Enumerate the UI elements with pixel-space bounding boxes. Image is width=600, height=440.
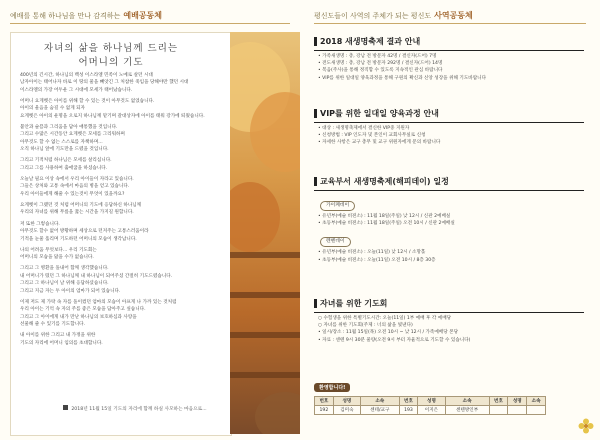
- table-header-cell: 성명: [418, 397, 445, 406]
- right-header-rule: [314, 23, 586, 24]
- table-row: [315, 406, 546, 415]
- table-cell: 김미숙: [333, 406, 360, 415]
- flower-icon: [578, 418, 594, 434]
- group-label-pill: 가이페데이: [320, 201, 355, 211]
- section-education-schedule: [314, 176, 584, 264]
- list-item: • 복음(주사)을 통해 정직함 수 있도록 지속적인 관심 바랍니다: [318, 68, 443, 74]
- welcome-badge: 환영합니다!: [314, 383, 350, 392]
- poem-paragraph: 이제 저도 제 가락 속 자를 돌이켰던 엄마의 모습이 아프게 나 가까 있는 것처럼 우리 아이는 기억 속 자의 주를 좋은 모습을 담아주고 싶습니다. 그리고 그 아이에게 내가 만난 하나님의 보호하심과 사랑을 선물해 줄 수 있기를 기도합니다.: [20, 299, 177, 327]
- table-cell: 센테/교구: [360, 406, 399, 415]
- table-header-cell: 소속: [527, 397, 546, 406]
- footer-square-icon: [63, 405, 68, 410]
- poem-paragraph: 400년의 긴시간, 하나님의 백성 이스라엘 민족이 노예로 살던 시대 남자아이는 태어나자 바로 이 땅의 물을 빼앗긴 그 처참한 죽임을 당해야만 했던 시대 이스라엘의 가장 어두운 그 시대에 모세가 태어났습니다.: [20, 73, 189, 93]
- table-cell: 192: [315, 406, 334, 415]
- section-children-prayer: [314, 298, 584, 344]
- table-cell: [489, 406, 508, 415]
- section-vip-course: [314, 108, 584, 147]
- right-header-title: 사역공동체: [434, 11, 473, 20]
- poem-paragraph: 오늘날 필요 이상 속에서 우리 아이들이 자라고 있습니다. 그들은 상처와 고통 속에서 마음의 병을 얻고 있습니다. 우리 아이들에게 해줄 수 있는것이 무엇이 있을까요?: [20, 177, 134, 197]
- left-header-prefix: 예배를 통해 하나님을 만나 감격하는: [10, 12, 121, 20]
- left-header-title: 예배공동체: [123, 11, 162, 20]
- poem-paragraph: 저 또한 그렇습니다. 아무것도 할수 없어 방황하며 세상으로 던져주는 고통스러움이라 기적을 눈물 흘리며 기도하던 어머니의 모습이 생각납니다.: [20, 221, 149, 242]
- table-header-cell: 번호: [315, 397, 334, 406]
- table-header-cell: 소속: [360, 397, 399, 406]
- table-cell: 이지은: [418, 406, 445, 415]
- poem-paragraph: 그리고 그 병환을 돌내어 함께 생각했습니다. 내 어머니가 떴던 그 하나님께 내 하나님이 되어주셨 간절히 기도드렸습니다. 그리고 그 하나님이 날 위해 응답하셨습니다. 그리고 지금 자는 두 아이의 엄마가 되어 있습니다.: [20, 266, 173, 294]
- table-header-cell: 번호: [489, 397, 508, 406]
- table-header-cell: 성명: [333, 397, 360, 406]
- section-title: 2018 새생명축제 결과 안내: [320, 37, 421, 46]
- welcome-header-row: [315, 397, 546, 406]
- right-header-prefix: 평신도들이 사역의 주체가 되는 평신도: [314, 12, 432, 20]
- section-marker-icon: [314, 37, 317, 46]
- section-title: VIP를 위한 일대일 양육과정 안내: [320, 109, 439, 118]
- section-marker-icon: [314, 177, 317, 186]
- list-item: • 신청방법 : VIP 인도자 및 본인이 교회사무실로 신청: [318, 133, 426, 139]
- poem-paragraph: 내 아이를 위한 그리고 내 가정을 위한 기도의 자리에 어머니 임의를 초대합니다.: [20, 333, 103, 346]
- table-cell: [527, 406, 546, 415]
- list-item: • 초등부(예슬 비젼소) : 11월 18일(주일) 오전 10시 / 신관 2예배실: [318, 221, 455, 227]
- list-item: • 일시/장소 : 11월 15일(목) 오전 10시 ~ 낮 12시 / 가족예배당 본당: [318, 330, 459, 336]
- list-item: • 자료 : 센텐 9시 30분 물량(오전 9시 부터 자율적으로 기도할 수 있습니다): [318, 337, 471, 343]
- list-item: • VIP를 위한 일대일 양육과정을 통해 구원의 확신과 신앙 성장을 위해 기도바랍니다: [318, 75, 487, 81]
- poem-title-line2: 어머니의 기도: [78, 57, 144, 68]
- list-item: • 유년부(예슬 비젼소) : 11월 18일(주일) 낮 12시 / 신관 2예배실: [318, 214, 451, 219]
- table-header-cell: 소속: [445, 397, 489, 406]
- poem-footer: [40, 405, 230, 412]
- right-header: [314, 10, 473, 21]
- table-cell: 센텐방인부: [445, 406, 489, 415]
- poem-paragraph: 나의 어려움 무엇보다... 우리 기도회는 어머니의 모습을 닮을 수가 없습니다.: [20, 247, 97, 261]
- welcome-table: [314, 396, 546, 415]
- list-item: • 대상 : 새생명축제에서 결신한 VIP중 지원자: [318, 126, 410, 131]
- poem-paragraph: 불안과 슬픔과 그리움을 담아 애통했을 것입니다. 그리고 수많은 시간동안 요게벳은 모세를 그리워하며 아무것도 할 수 없는 스스로를 자책하며... 오직 하나님 앞에 기도만을 드렸을 것입니다.: [20, 125, 125, 153]
- section-title: 자녀를 위한 기도회: [320, 299, 388, 308]
- list-item: • 가족새생명 : 총, 강남 전 방문자 42명 / 결신자(드어) 7명: [318, 54, 437, 59]
- list-item: ○ 수험생을 위한 특별기도시간: 오늘(11일) 1부 예배 후 각 예배당: [318, 316, 452, 321]
- poem-paragraph: 요게벳이 그랬던 것 처럼 어머니의 기도에 응답하신 하나님께 우리의 자녀를 위해 무릎을 꿇는 시간을 가지길 원합니다.: [20, 203, 142, 216]
- table-cell: [508, 406, 527, 415]
- list-item: • 자세한 사항은 교구 총무 및 교구 위원자에게 문의 바랍니다: [318, 140, 441, 146]
- list-item: • 초등부(예슬 비젼소) : 오늘(11일) 오전 10시 / 8층 30층: [318, 257, 436, 263]
- group-label-pill: 렌헨데이: [320, 237, 351, 247]
- poem-title-line1: 자녀의 삶을 하나님께 드리는: [43, 43, 179, 54]
- poem-paragraph: 어머니 요게벳은 아이를 위해 할 수 있는 것이 아무것도 없었습니다. 아이의 울음을 숨길 수 없게 되자 요게벳은 아이의 운명을 오로지 하나님께 맡기며 갈대상자에 아이를 태워 강가에 띄웠습니다.: [20, 99, 205, 119]
- poem-body: [20, 72, 220, 351]
- list-item: • 유년부(예슬 비젼소) : 오늘(11일) 낮 12시 / 소망홀: [318, 250, 426, 256]
- poem-paragraph: 그리고 기적처럼 하나님은 모세를 살리십니다. 그리고 그를 사용하여 출애굽을 하셨습니다.: [20, 158, 112, 171]
- section-title: 교육부서 새생명축제(해피데이) 일정: [320, 177, 449, 186]
- section-festival-results: [314, 36, 584, 82]
- section-marker-icon: [314, 109, 317, 118]
- autumn-bridge-illustration: [230, 32, 300, 434]
- poem-footer-text: 2018년 11월 15일 기도의 자리에 함께 하실 사모하는 마음으로...: [71, 407, 207, 412]
- welcome-section: [314, 374, 584, 415]
- list-item: • 전도새생명 : 총, 강남 전 방문자 292명 / 결신자(드어) 14명: [318, 61, 443, 67]
- table-header-cell: 성명: [508, 397, 527, 406]
- right-page: [300, 0, 600, 440]
- left-header-rule: [10, 23, 290, 24]
- table-header-cell: 번호: [399, 397, 418, 406]
- table-cell: 193: [399, 406, 418, 415]
- left-header: [10, 10, 162, 21]
- section-marker-icon: [314, 299, 317, 308]
- list-item: ○ 자녀를 위한 기도회(주제 : 너의 삶을 빛낸다): [318, 323, 413, 329]
